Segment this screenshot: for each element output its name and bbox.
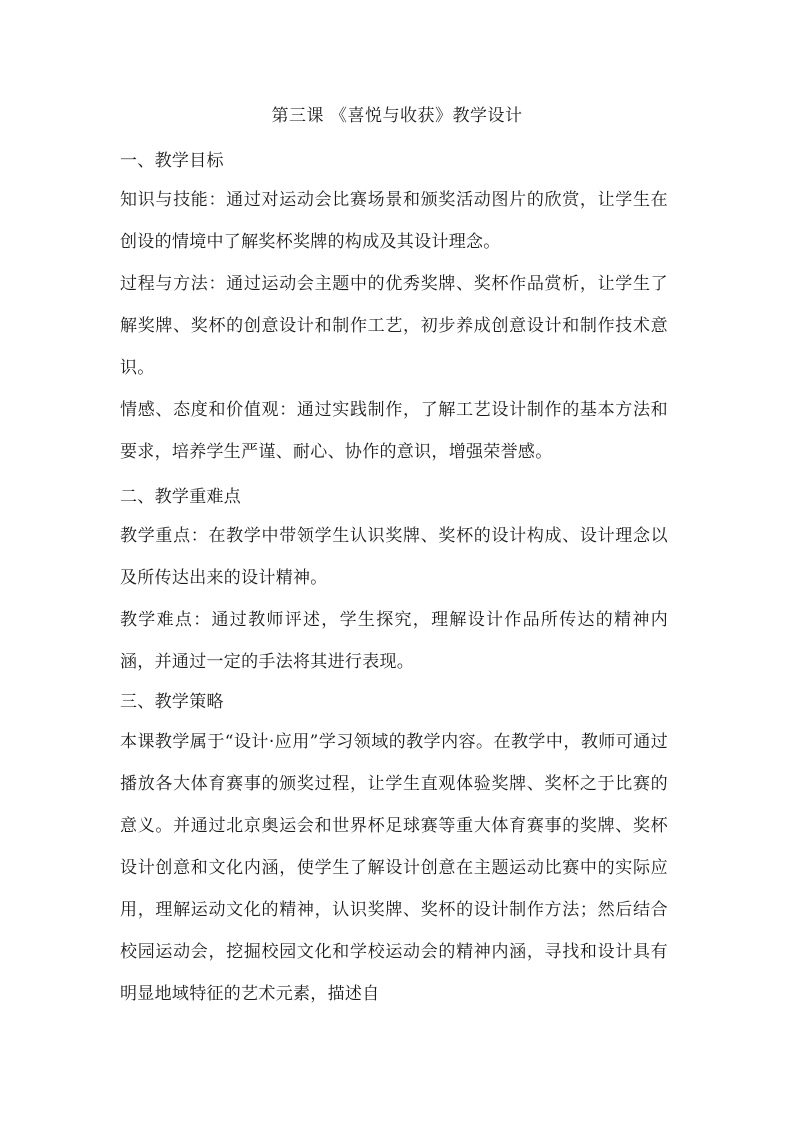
paragraph-emotion-values: 情感、态度和价值观：通过实践制作，了解工艺设计制作的基本方法和要求，培养学生严谨、耐心、协作的意识，增强荣誉感。 (120, 400, 668, 462)
document-title: 第三课 《喜悦与收获》教学设计 (271, 106, 523, 126)
paragraph-difficult-points: 教学难点：通过教师评述，学生探究，理解设计作品所传达的精神内涵，并通过一定的手法将其进行表现。 (120, 610, 668, 672)
section-heading-objectives: 一、教学目标 (120, 151, 224, 171)
section-heading-strategy: 三、教学策略 (120, 692, 224, 712)
section-heading-key-difficult-points: 二、教学重难点 (120, 487, 242, 507)
paragraph-strategy: 本课教学属于“设计·应用”学习领域的教学内容。在教学中，教师可通过播放各大体育赛事的颁奖过程，让学生直观体验奖牌、奖杯之于比赛的意义。并通过北京奥运会和世界杯足球赛等重大体育赛事的奖牌、奖杯设计创意和文化内涵，使学生了解设计创意在主题运动比赛中的实际应用，理解运动文化的精神，认识奖牌、奖杯的设计制作方法；然后结合校园运动会，挖掘校园文化和学校运动会的精神内涵，寻找和设计具有明显地域特征的艺术元素，描述自 (120, 732, 668, 1004)
paragraph-knowledge-skills: 知识与技能：通过对运动会比赛场景和颁奖活动图片的欣赏，让学生在创设的情境中了解奖杯奖牌的构成及其设计理念。 (120, 190, 668, 252)
paragraph-key-points: 教学重点：在教学中带领学生认识奖牌、奖杯的设计构成、设计理念以及所传达出来的设计精神。 (120, 526, 668, 588)
paragraph-process-methods: 过程与方法：通过运动会主题中的优秀奖牌、奖杯作品赏析，让学生了解奖牌、奖杯的创意设计和制作工艺，初步养成创意设计和制作技术意识。 (120, 274, 668, 378)
